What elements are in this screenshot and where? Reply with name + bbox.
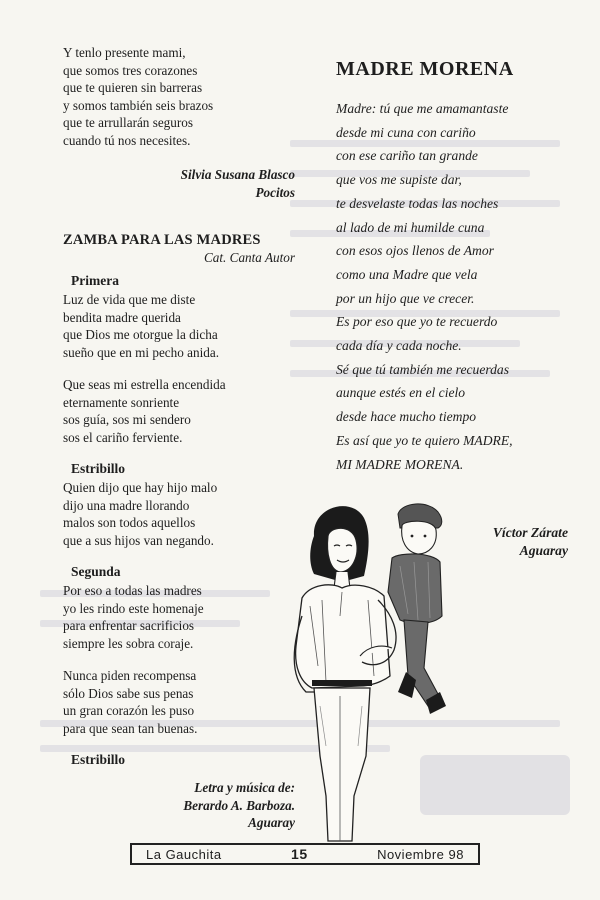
verse-line: cuando tú nos necesites. (63, 132, 191, 148)
left-column (63, 44, 295, 832)
verse-line: para que sean tan buenas. (63, 720, 198, 736)
verse-block (63, 376, 295, 446)
song-credit (63, 779, 295, 832)
author-name: Silvia Susana Blasco (180, 167, 295, 182)
issue-date: Noviembre 98 (377, 846, 464, 862)
poem-line: cada día y cada noche. (336, 338, 462, 354)
verse-line: siempre les sobra coraje. (63, 635, 194, 651)
opening-credit (63, 166, 295, 201)
section-label-primera: Primera (71, 273, 119, 288)
author-name: Víctor Zárate (492, 525, 568, 540)
verse-block (63, 479, 295, 549)
verse-line: sueño que en mi pecho anida. (63, 344, 220, 360)
poem-line: como una Madre que vela (336, 266, 478, 282)
poem-line: desde hace mucho tiempo (336, 409, 477, 425)
verse-line: Por eso a todas las madres (63, 583, 202, 598)
publication-name: La Gauchita (146, 846, 222, 862)
poem-line: aunque estés en el cielo (336, 385, 466, 401)
page-footer (130, 843, 480, 865)
poem-line: que vos me supiste dar, (336, 172, 462, 188)
opening-stanza (63, 44, 295, 149)
verse-line: sos el cariño ferviente. (63, 429, 183, 445)
poem-line: con ese cariño tan grande (336, 148, 478, 164)
verse-line: y somos también seis brazos (63, 97, 214, 113)
verse-line: yo les rindo este homenaje (63, 600, 204, 616)
right-column (336, 58, 536, 476)
verse-line: sólo Dios sabe sus penas (63, 685, 194, 701)
composer-location: Aguaray (248, 815, 295, 830)
verse-block (63, 291, 295, 361)
author-location: Aguaray (519, 543, 568, 558)
page-number: 15 (291, 846, 308, 862)
poem-body (336, 97, 536, 476)
verse-line: que te arrullarán seguros (63, 115, 193, 130)
verse-line: Quien dijo que hay hijo malo (63, 480, 218, 495)
verse-line: que Dios me otorgue la dicha (63, 327, 218, 342)
verse-line: para enfrentar sacrificios (63, 618, 195, 633)
poem-line: Sé que tú también me recuerdas (336, 361, 510, 377)
verse-line: Luz de vida que me diste (63, 292, 196, 307)
poem-line: MI MADRE MORENA. (336, 456, 464, 472)
verse-line: bendita madre querida (63, 309, 181, 325)
verse-block (63, 667, 295, 737)
section-label-estribillo: Estribillo (71, 752, 126, 767)
verse-line: que somos tres corazones (63, 62, 198, 78)
poem-line: desde mi cuna con cariño (336, 124, 476, 140)
verse-line: sos guía, sos mi sendero (63, 412, 191, 427)
section-label-segunda: Segunda (71, 564, 121, 579)
verse-line: dijo una madre llorando (63, 497, 190, 513)
poem-line: te desvelaste todas las noches (336, 195, 499, 211)
song-category: Cat. Canta Autor (204, 250, 295, 265)
verse-line: malos son todos aquellos (63, 515, 196, 530)
verse-line: que te quieren sin barreras (63, 80, 203, 95)
section-label-estribillo: Estribillo (71, 461, 126, 476)
poem-line: Es así que yo te quiero MADRE, (336, 432, 513, 448)
verse-line: que a sus hijos van negando. (63, 532, 214, 548)
verse-line: un gran corazón les puso (63, 703, 195, 718)
poem-title: MADRE MORENA (336, 58, 514, 80)
credit-line: Letra y música de: (194, 780, 295, 795)
poem-line: Es por eso que yo te recuerdo (336, 314, 498, 330)
verse-block (63, 582, 295, 652)
poem-line: al lado de mi humilde cuna (336, 219, 485, 235)
verse-line: Nunca piden recompensa (63, 668, 197, 683)
verse-line: eternamente sonriente (63, 394, 180, 410)
poem-line: con esos ojos llenos de Amor (336, 243, 494, 259)
composer-name: Berardo A. Barboza. (183, 797, 295, 813)
author-location: Pocitos (255, 184, 295, 200)
poem-line: Madre: tú que me amamantaste (336, 101, 509, 116)
song-title: ZAMBA PARA LAS MADRES (63, 232, 261, 248)
verse-line: Y tenlo presente mami, (63, 45, 186, 60)
verse-line: Que seas mi estrella encendida (63, 377, 226, 392)
mother-child-illustration (282, 496, 462, 848)
poem-line: por un hijo que ve crecer. (336, 290, 475, 306)
